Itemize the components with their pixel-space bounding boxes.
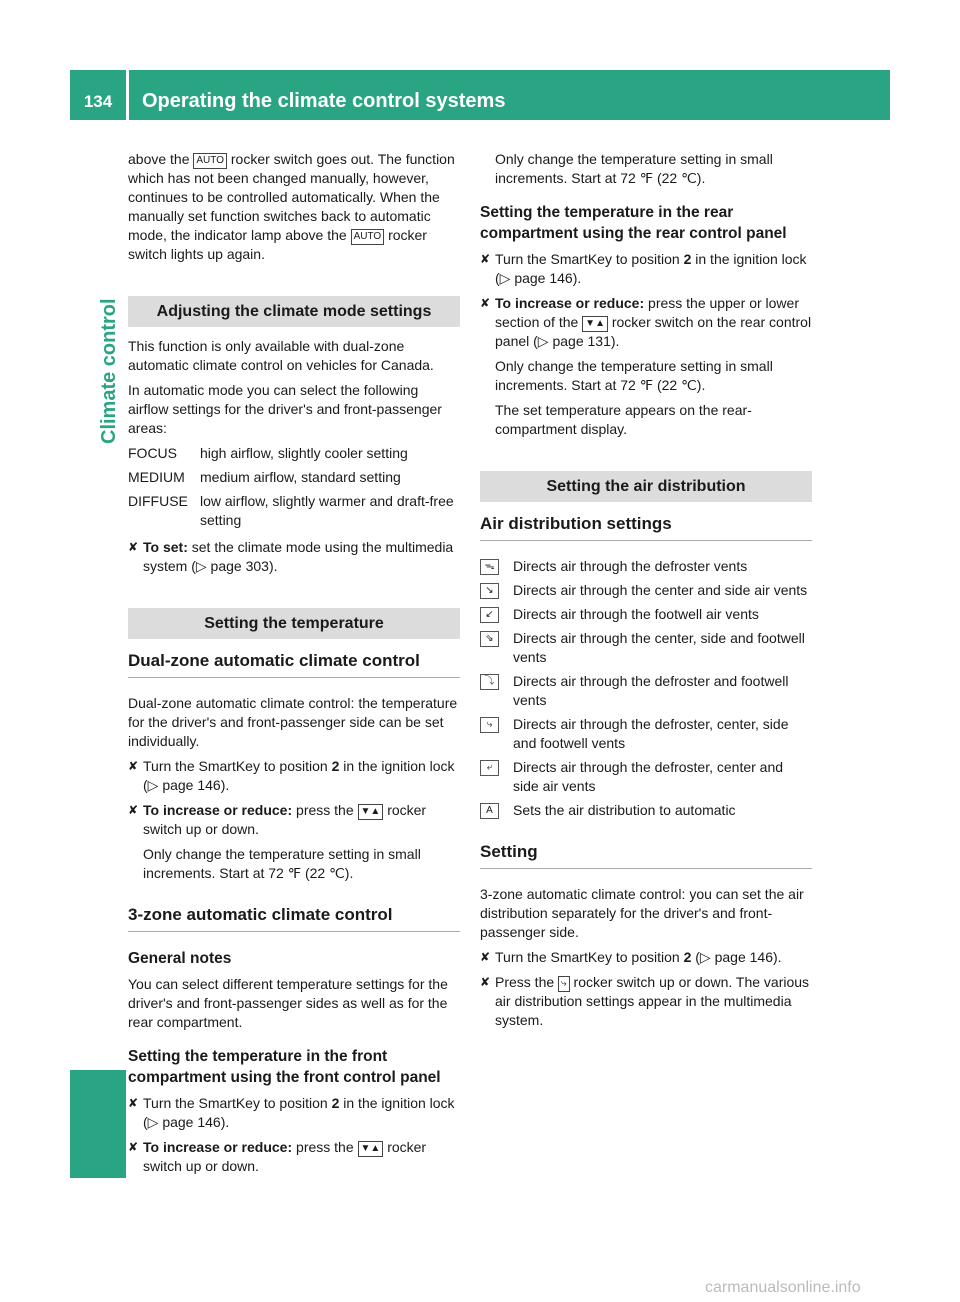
definition-row: MEDIUM medium airflow, standard setting xyxy=(128,469,401,485)
list-item: ⇘ Directs air through the center, side and footwell vents xyxy=(480,629,812,667)
dual-paragraph: Dual-zone automatic climate control: the temperature for the driver's and front-passenger side can be set individually. xyxy=(128,695,458,749)
step-arrow-icon: ✘ xyxy=(480,252,491,266)
instruction-step: ✘ Turn the SmartKey to position 2 in the ignition lock (▷ page 146). xyxy=(128,758,455,793)
step-arrow-icon: ✘ xyxy=(480,950,491,964)
defroster-icon: ᯓ xyxy=(480,559,499,575)
defroster-footwell-icon: ⤵ xyxy=(480,674,499,690)
rocker-key-icon: ▼▲ xyxy=(358,1141,384,1157)
instruction-step: ✘ To increase or reduce: press the upper or lower section of the ▼▲ rocker switch on the rear control panel (▷ page 131). xyxy=(480,295,812,349)
step-arrow-icon: ✘ xyxy=(480,975,491,989)
instruction-step: ✘ Press the ⤷ rocker switch up or down. The various air distribution settings appear in the multimedia system. xyxy=(480,974,810,1028)
subheading-three-zone: 3-zone automatic climate control xyxy=(128,905,460,932)
instruction-step: ✘ Turn the SmartKey to position 2 in the ignition lock (▷ page 146). xyxy=(128,1095,455,1130)
section-heading-air: Setting the air distribution xyxy=(480,471,812,502)
setting-paragraph: 3-zone automatic climate control: you can set the air distribution separately for the driver's and front-passenger side. xyxy=(480,886,804,940)
air-distribution-key-icon: ⤷ xyxy=(558,976,570,992)
note: The set temperature appears on the rear-compartment display. xyxy=(495,402,752,437)
list-item: A Sets the air distribution to automatic xyxy=(480,801,812,820)
air-distribution-list xyxy=(480,557,812,820)
footwell-icon: ↙ xyxy=(480,607,499,623)
center-side-footwell-icon: ⇘ xyxy=(480,631,499,647)
rocker-key-icon: ▼▲ xyxy=(358,804,384,820)
center-side-vents-icon: ↘ xyxy=(480,583,499,599)
step-arrow-icon: ✘ xyxy=(128,540,139,554)
instruction-step: ✘ Turn the SmartKey to position 2 (▷ page 146). xyxy=(480,949,782,965)
intro-paragraph: above the AUTO rocker switch goes out. The function which has not been changed manually, however, continues to be controlled automatically. When the manually set function switches back to automatic mode, the indicator lamp above the AUTO rocker switch lights up again. xyxy=(128,151,455,262)
header-divider xyxy=(126,70,129,120)
section-heading-mode: Adjusting the climate mode settings xyxy=(128,296,460,327)
note: Only change the temperature setting in small increments. Start at 72 ℉ (22 ℃). xyxy=(495,358,773,393)
step-arrow-icon: ✘ xyxy=(480,296,491,310)
left-column xyxy=(128,150,460,1182)
instruction-step: ✘ To increase or reduce: press the ▼▲ rocker switch up or down. xyxy=(128,802,427,837)
instruction-step: ✘ Turn the SmartKey to position 2 in the ignition lock (▷ page 146). xyxy=(480,251,807,286)
list-item: ⤶ Directs air through the defroster, center and side air vents xyxy=(480,758,812,796)
list-item: ↘ Directs air through the center and side air vents xyxy=(480,581,812,600)
note: Only change the temperature setting in small increments. Start at 72 ℉ (22 ℃). xyxy=(495,151,773,186)
mode-p1: This function is only available with dual-zone automatic climate control on vehicles for Canada. xyxy=(128,338,434,373)
page-title: Operating the climate control systems xyxy=(142,90,506,112)
section-heading-temp: Setting the temperature xyxy=(128,608,460,639)
watermark: carmanualsonline.info xyxy=(705,1279,861,1296)
mode-p2: In automatic mode you can select the following airflow settings for the driver's and front-passenger areas: xyxy=(128,382,442,436)
auto-key-icon: AUTO xyxy=(193,153,227,169)
page-number: 134 xyxy=(83,92,113,111)
subheading-setting: Setting xyxy=(480,842,812,869)
note: Only change the temperature setting in small increments. Start at 72 ℉ (22 ℃). xyxy=(143,846,421,881)
step-arrow-icon: ✘ xyxy=(128,1096,139,1110)
definition-row: DIFFUSE low airflow, slightly warmer and draft-free setting xyxy=(128,493,454,528)
instruction-step: ✘ To increase or reduce: press the ▼▲ rocker switch up or down. xyxy=(128,1139,427,1174)
all-vents-icon: ⤷ xyxy=(480,717,499,733)
general-paragraph: You can select different temperature settings for the driver's and front-passenger sides as well as for the rear compartment. xyxy=(128,976,448,1030)
general-notes-heading: General notes xyxy=(128,950,232,967)
step-arrow-icon: ✘ xyxy=(128,1140,139,1154)
auto-distribution-icon: A xyxy=(480,803,499,819)
list-item: ᯓ Directs air through the defroster vents xyxy=(480,557,812,576)
right-column xyxy=(480,150,812,1036)
section-label: Climate control xyxy=(98,298,120,444)
definition-row: FOCUS high airflow, slightly cooler setting xyxy=(128,445,408,461)
step-arrow-icon: ✘ xyxy=(128,803,139,817)
sidebar-block xyxy=(70,1070,126,1178)
list-item: ↙ Directs air through the footwell air vents xyxy=(480,605,812,624)
defroster-center-side-icon: ⤶ xyxy=(480,760,499,776)
subheading-dual: Dual-zone automatic climate control xyxy=(128,651,460,678)
mode-definitions xyxy=(128,444,460,530)
step-arrow-icon: ✘ xyxy=(128,759,139,773)
auto-key-icon: AUTO xyxy=(351,229,385,245)
instruction-step: ✘ To set: set the climate mode using the multimedia system (▷ page 303). xyxy=(128,539,454,574)
rocker-key-icon: ▼▲ xyxy=(582,316,608,332)
list-item: ⤵ Directs air through the defroster and footwell vents xyxy=(480,672,812,710)
sidebar xyxy=(70,122,126,1180)
subheading-air-settings: Air distribution settings xyxy=(480,514,812,541)
front-heading: Setting the temperature in the front compartment using the front control panel xyxy=(128,1048,441,1086)
rear-heading: Setting the temperature in the rear compartment using the rear control panel xyxy=(480,204,787,242)
page-header xyxy=(70,70,890,120)
list-item: ⤷ Directs air through the defroster, center, side and footwell vents xyxy=(480,715,812,753)
